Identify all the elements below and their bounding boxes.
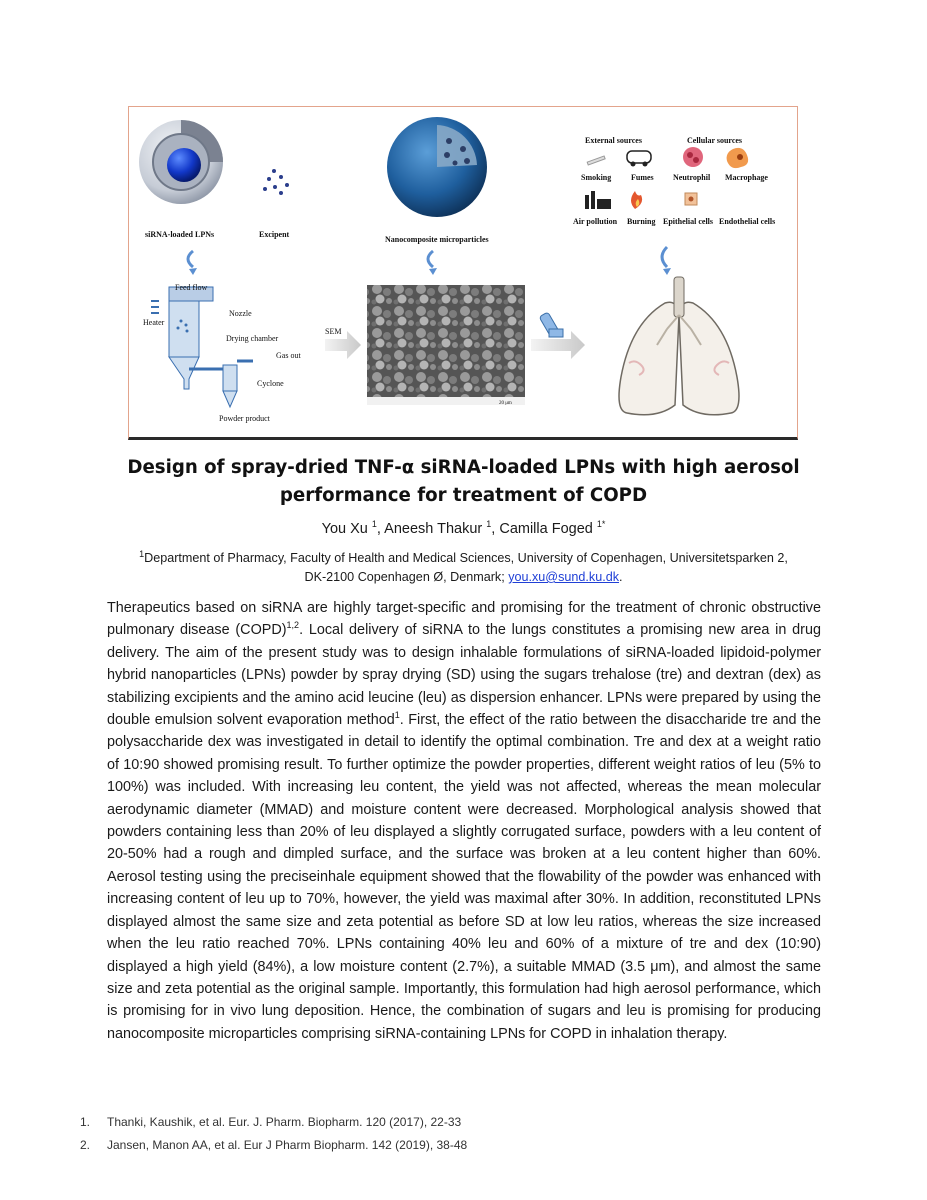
author-1: You Xu — [321, 521, 368, 537]
curved-arrow-icon — [188, 247, 667, 267]
excipient-icon — [263, 169, 289, 195]
feed-flow-label: Feed flow — [175, 283, 208, 292]
endothelial-label: Endothelial cells — [719, 217, 776, 226]
author-2: Aneesh Thakur — [384, 521, 483, 537]
nanocomposite-particle-icon — [387, 117, 487, 217]
arrowhead-1-icon — [189, 268, 197, 275]
reference-text: Thanki, Kaushik, et al. Eur. J. Pharm. Biopharm. 120 (2017), 22-33 — [107, 1115, 462, 1129]
paper-title — [60, 454, 867, 510]
spray-dryer-icon — [151, 287, 253, 407]
cyclone-label: Cyclone — [257, 379, 284, 388]
burning-label: Burning — [627, 217, 656, 226]
abstract-part-2: . Local delivery of siRNA to the lungs constitutes a promising new area in drug delivery. The aim of the present study was to design inhalable formulations of siRNA-loaded lipidoid-polymer hybrid nanoparticles (LPNs) powder by spray drying (SD) using the sugars trehalose (tre) and dextran (dex) as stabilizing excipients and the amino acid leucine (leu) as dispersion enhancer. LPNs were prepared by using the double emulsion solvent evaporation method — [107, 622, 821, 729]
powder-product-label: Powder product — [219, 414, 270, 423]
reference-text: Jansen, Manon AA, et al. Eur J Pharm Biopharm. 142 (2019), 38-48 — [107, 1138, 468, 1152]
reference-number: 1. — [80, 1115, 91, 1129]
lungs-icon — [619, 277, 739, 415]
sem-label: SEM — [325, 327, 342, 336]
author-1-affil: 1 — [371, 519, 377, 530]
fire-icon — [631, 191, 642, 209]
affiliation-end: . — [619, 570, 623, 584]
graphical-abstract-svg — [129, 107, 797, 438]
sem-image — [367, 285, 525, 405]
epithelial-label: Epithelial cells — [663, 217, 713, 226]
epithelial-cell-icon — [685, 193, 697, 205]
arrowhead-2-icon — [429, 268, 437, 275]
abstract-body — [107, 597, 821, 1045]
title-line-1: Design of spray-dried TNF-α siRNA-loaded LPNs with high aerosol — [127, 457, 800, 478]
sem-scale-bar: 20 μm — [499, 401, 512, 406]
gas-out-label: Gas out — [276, 351, 301, 360]
author-3: Camilla Foged — [499, 521, 593, 537]
reference-number: 2. — [80, 1138, 91, 1152]
affiliation-line-2: DK-2100 Copenhagen Ø, Denmark; — [304, 570, 505, 584]
cigarette-icon — [587, 156, 605, 165]
affiliation — [80, 549, 847, 587]
neutrophil-icon — [683, 147, 703, 167]
author-3-affil: 1* — [596, 519, 606, 530]
arrowhead-3-icon — [663, 268, 671, 275]
graphical-abstract-figure — [128, 106, 798, 440]
macrophage-icon — [727, 148, 749, 168]
external-sources-label: External sources — [585, 136, 642, 145]
citation-1: 1 — [394, 710, 400, 721]
references-list — [80, 1113, 820, 1159]
inhaler-icon — [539, 312, 563, 337]
abstract-part-3: . First, the effect of the ratio between the disaccharide tre and the polysaccharide dex was investigated in detail to identify the optimal combination. Tre and dex at a weight ratio of 10:90 showed promising result. To further optimize the powder properties, different weight ratios of leu (5% to 100%) was included. With increasing leu content, the yield was not affected, whereas the mean molecular aerodynamic diameter (MMAD) and moisture content were decreased. Morphological analysis showed that powders containing less than 20% of leu displayed a slightly corrugated surface, powders with a leu content of 20-50% had a rough and dimpled surface, and the surface was broken at a leu content higher than 60%. Aerosol testing using the preciseinhale equipment showed that the flowability of the powder was enhanced with increasing content of leu up to 70%, however, the yield was maximal after 30%. In addition, reconstituted LPNs displayed almost the same size and zeta potential as before SD at low leu ratios, whereas the size increased when the leu ratio reached 70%. LPNs containing 40% leu and 60% of a mixture of tre and dex (10:90) displayed a high yield (84%), a low moisture content (2.7%), a suitable MMAD (3.5 μm), and almost the same size and zeta potential as the original sample. Importantly, this formulation had high aerosol performance, which is promising for in vivo lung deposition. Hence, the combination of sugars and leu is promising for producing nanocomposite microparticles comprising siRNA-containing LPNs for COPD in inhalation therapy. — [107, 712, 821, 1042]
citation-1-2: 1,2 — [286, 620, 300, 631]
drying-chamber-label: Drying chamber — [226, 334, 279, 343]
author-2-affil: 1 — [486, 519, 492, 530]
title-line-2: performance for treatment of COPD — [279, 485, 648, 506]
sirna-lpns-label: siRNA-loaded LPNs — [145, 230, 215, 239]
abstract-part-1: Therapeutics based on siRNA are highly target-specific and promising for the treatment of chronic obstructive pulmonary disease (COPD) — [107, 600, 821, 639]
affiliation-marker: 1 — [139, 548, 145, 559]
affiliation-line-1: Department of Pharmacy, Faculty of Health and Medical Sciences, University of Copenhagen, Universitetsparken 2, — [144, 551, 788, 565]
macrophage-label: Macrophage — [725, 173, 768, 182]
car-icon — [627, 151, 651, 167]
fumes-label: Fumes — [631, 173, 654, 182]
cellular-sources-label: Cellular sources — [687, 136, 743, 145]
nanocomposite-label: Nanocomposite microparticles — [385, 235, 489, 244]
nozzle-label: Nozzle — [229, 309, 252, 318]
factory-icon — [585, 191, 611, 209]
authors: You Xu $^1$, Aneesh Thakur $^1$, Camilla Foged $^{1*}$ — [321, 519, 606, 537]
air-pollution-label: Air pollution — [573, 217, 618, 226]
heater-label: Heater — [143, 318, 165, 327]
reference-item — [80, 1136, 820, 1159]
lpn-particle-icon — [139, 120, 223, 204]
email-link[interactable]: you.xu@sund.ku.dk — [508, 570, 620, 584]
neutrophil-label: Neutrophil — [673, 173, 711, 182]
smoking-label: Smoking — [581, 173, 612, 182]
reference-item — [80, 1113, 820, 1136]
excipient-label: Excipent — [259, 230, 290, 239]
